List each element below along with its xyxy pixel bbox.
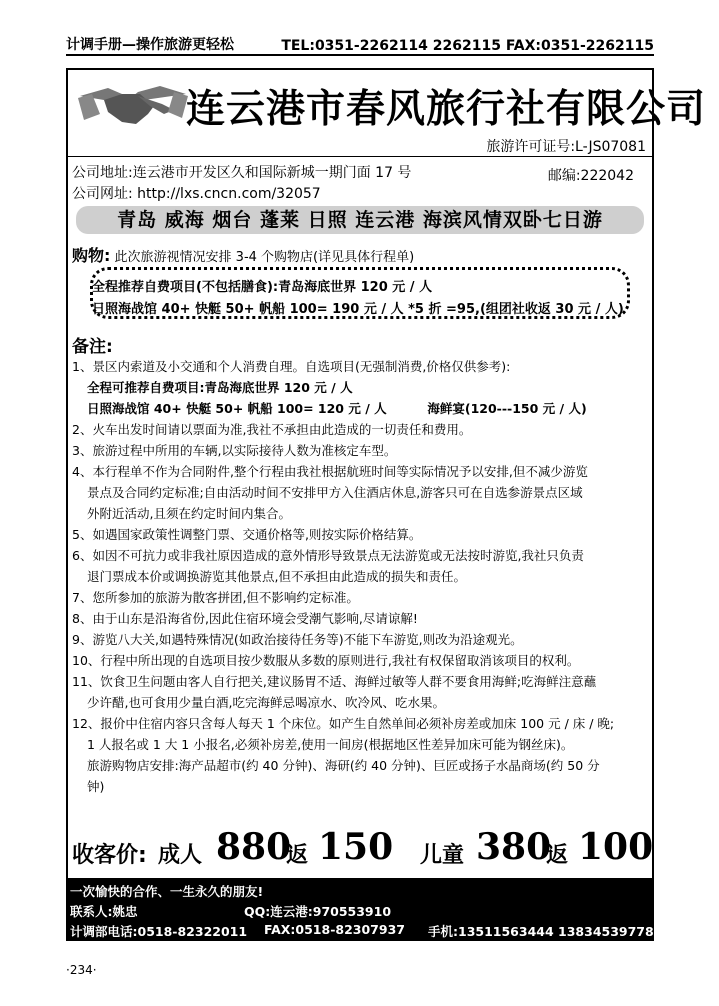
note-4c: 外附近活动,且须在约定时间内集合。 [87, 506, 291, 521]
motto: 一次愉快的合作、一生永久的朋友! [70, 884, 264, 899]
child-rebate-label: 返 [546, 843, 569, 868]
flyer [66, 68, 707, 941]
topbar-contact: TEL:0351-2262114 2262115 FAX:0351-2262115 [281, 38, 654, 54]
rebate-label: 返 [286, 843, 309, 868]
notes-list [72, 356, 650, 797]
adult-price: 880 [216, 826, 292, 868]
contact-person: 联系人:姚忠 [70, 904, 138, 919]
divider [68, 156, 652, 157]
note-12a: 12、报价中住宿内容只含每人每天 1 个床位。如产生自然单间必须补房差或加床 100 元 / 床 / 晚; [72, 716, 615, 731]
optional-line-2: 日照海战馆 40+ 快艇 50+ 帆船 100= 190 元 / 人 *5 折 =95,(组团社收返 30 元 / 人) [92, 302, 624, 317]
qq-number: QQ:连云港:970553910 [244, 904, 392, 919]
note-1b-row [72, 398, 650, 419]
adult-rebate: 150 [318, 826, 394, 868]
top-bar [66, 34, 654, 56]
note-8: 8、由于山东是沿海省份,因此住宿环境会受潮气影响,尽请谅解! [72, 611, 418, 626]
note-1b: 日照海战馆 40+ 快艇 50+ 帆船 100= 120 元 / 人 [87, 401, 387, 416]
notes-title: 备注: [72, 337, 113, 357]
phone-number: 计调部电话:0518-82322011 [70, 924, 248, 939]
shopping-text: 此次旅游视情况安排 3-4 个购物店(详见具体行程单) [114, 250, 415, 265]
note-12d: 钟) [87, 779, 105, 794]
note-11a: 11、饮食卫生问题由客人自行把关,建议肠胃不适、海鲜过敏等人群不要食用海鲜;吃海鲜注意蘸 [72, 674, 597, 689]
adult-label: 成人 [158, 843, 203, 868]
child-price: 380 [476, 826, 552, 868]
shopping-info [72, 243, 414, 266]
note-4a: 4、本行程单不作为合同附件,整个行程由我社根据航班时间等实际情况予以安排,但不减少游览 [72, 464, 588, 479]
license-number: 旅游许可证号:L-JS07081 [486, 139, 646, 155]
slogan: 计调手册—操作旅游更轻松 [66, 37, 234, 53]
company-website: 公司网址: http://lxs.cncn.com/32057 [72, 186, 321, 202]
handshake-icon [78, 80, 188, 128]
note-12b: 1 人报名或 1 大 1 小报名,必须补房差,使用一间房(根据地区性差异加床可能为钢丝床)。 [87, 737, 574, 752]
note-11b: 少许醋,也可食用少量白酒,吃完海鲜忌喝凉水、吹冷风、吃水果。 [87, 695, 445, 710]
shopping-label: 购物: [72, 246, 111, 265]
note-12c: 旅游购物店安排:海产品超市(约 40 分钟)、海研(约 40 分钟)、巨匠或扬子水晶商场(约 50 分 [87, 758, 600, 773]
note-1c: 海鲜宴(120---150 元 / 人) [427, 401, 587, 416]
note-6b: 退门票成本价或调换游览其他景点,但不承担由此造成的损失和责任。 [87, 569, 466, 584]
child-rebate: 100 [578, 826, 654, 868]
note-6a: 6、如因不可抗力或非我社原因造成的意外情形导致景点无法游览或无法按时游览,我社只负责 [72, 548, 584, 563]
page-number: ·234· [66, 963, 97, 977]
note-4b: 景点及合同约定标准;自由活动时间不安排甲方入住酒店休息,游客只可在自选参游景点区域 [87, 485, 583, 500]
optional-line-1: 全程推荐自费项目(不包括膳食):青岛海底世界 120 元 / 人 [92, 280, 433, 295]
company-header [68, 70, 707, 134]
price-row [72, 826, 654, 872]
fax-number: FAX:0518-82307937 [264, 922, 405, 937]
note-7: 7、您所参加的旅游为散客拼团,但不影响约定标准。 [72, 590, 359, 605]
price-label: 收客价: [72, 843, 147, 868]
note-1a: 全程可推荐自费项目:青岛海底世界 120 元 / 人 [87, 380, 353, 395]
note-3: 3、旅游过程中所用的车辆,以实际接待人数为准核定车型。 [72, 443, 397, 458]
company-name: 连云港市春风旅行社有限公司 [186, 87, 707, 132]
note-2: 2、火车出发时间请以票面为准,我社不承担由此造成的一切责任和费用。 [72, 422, 472, 437]
mobile-number: 手机:13511563444 13834539778 [428, 924, 654, 939]
footer-contact [68, 878, 652, 941]
child-label: 儿童 [420, 843, 465, 868]
note-5: 5、如遇国家政策性调整门票、交通价格等,则按实际价格结算。 [72, 527, 422, 542]
note-9: 9、游览八大关,如遇特殊情况(如政治接待任务等)不能下车游览,则改为沿途观光。 [72, 632, 523, 647]
note-10: 10、行程中所出现的自选项目按少数服从多数的原则进行,我社有权保留取消该项目的权利。 [72, 653, 580, 668]
route-banner: 青岛 威海 烟台 蓬莱 日照 连云港 海滨风情双卧七日游 [76, 206, 644, 234]
company-address: 公司地址:连云港市开发区久和国际新城一期门面 17 号 [72, 165, 412, 181]
note-1: 1、景区内索道及小交通和个人消费自理。自选项目(无强制消费,价格仅供参考): [72, 359, 511, 374]
postcode: 邮编:222042 [547, 168, 634, 184]
